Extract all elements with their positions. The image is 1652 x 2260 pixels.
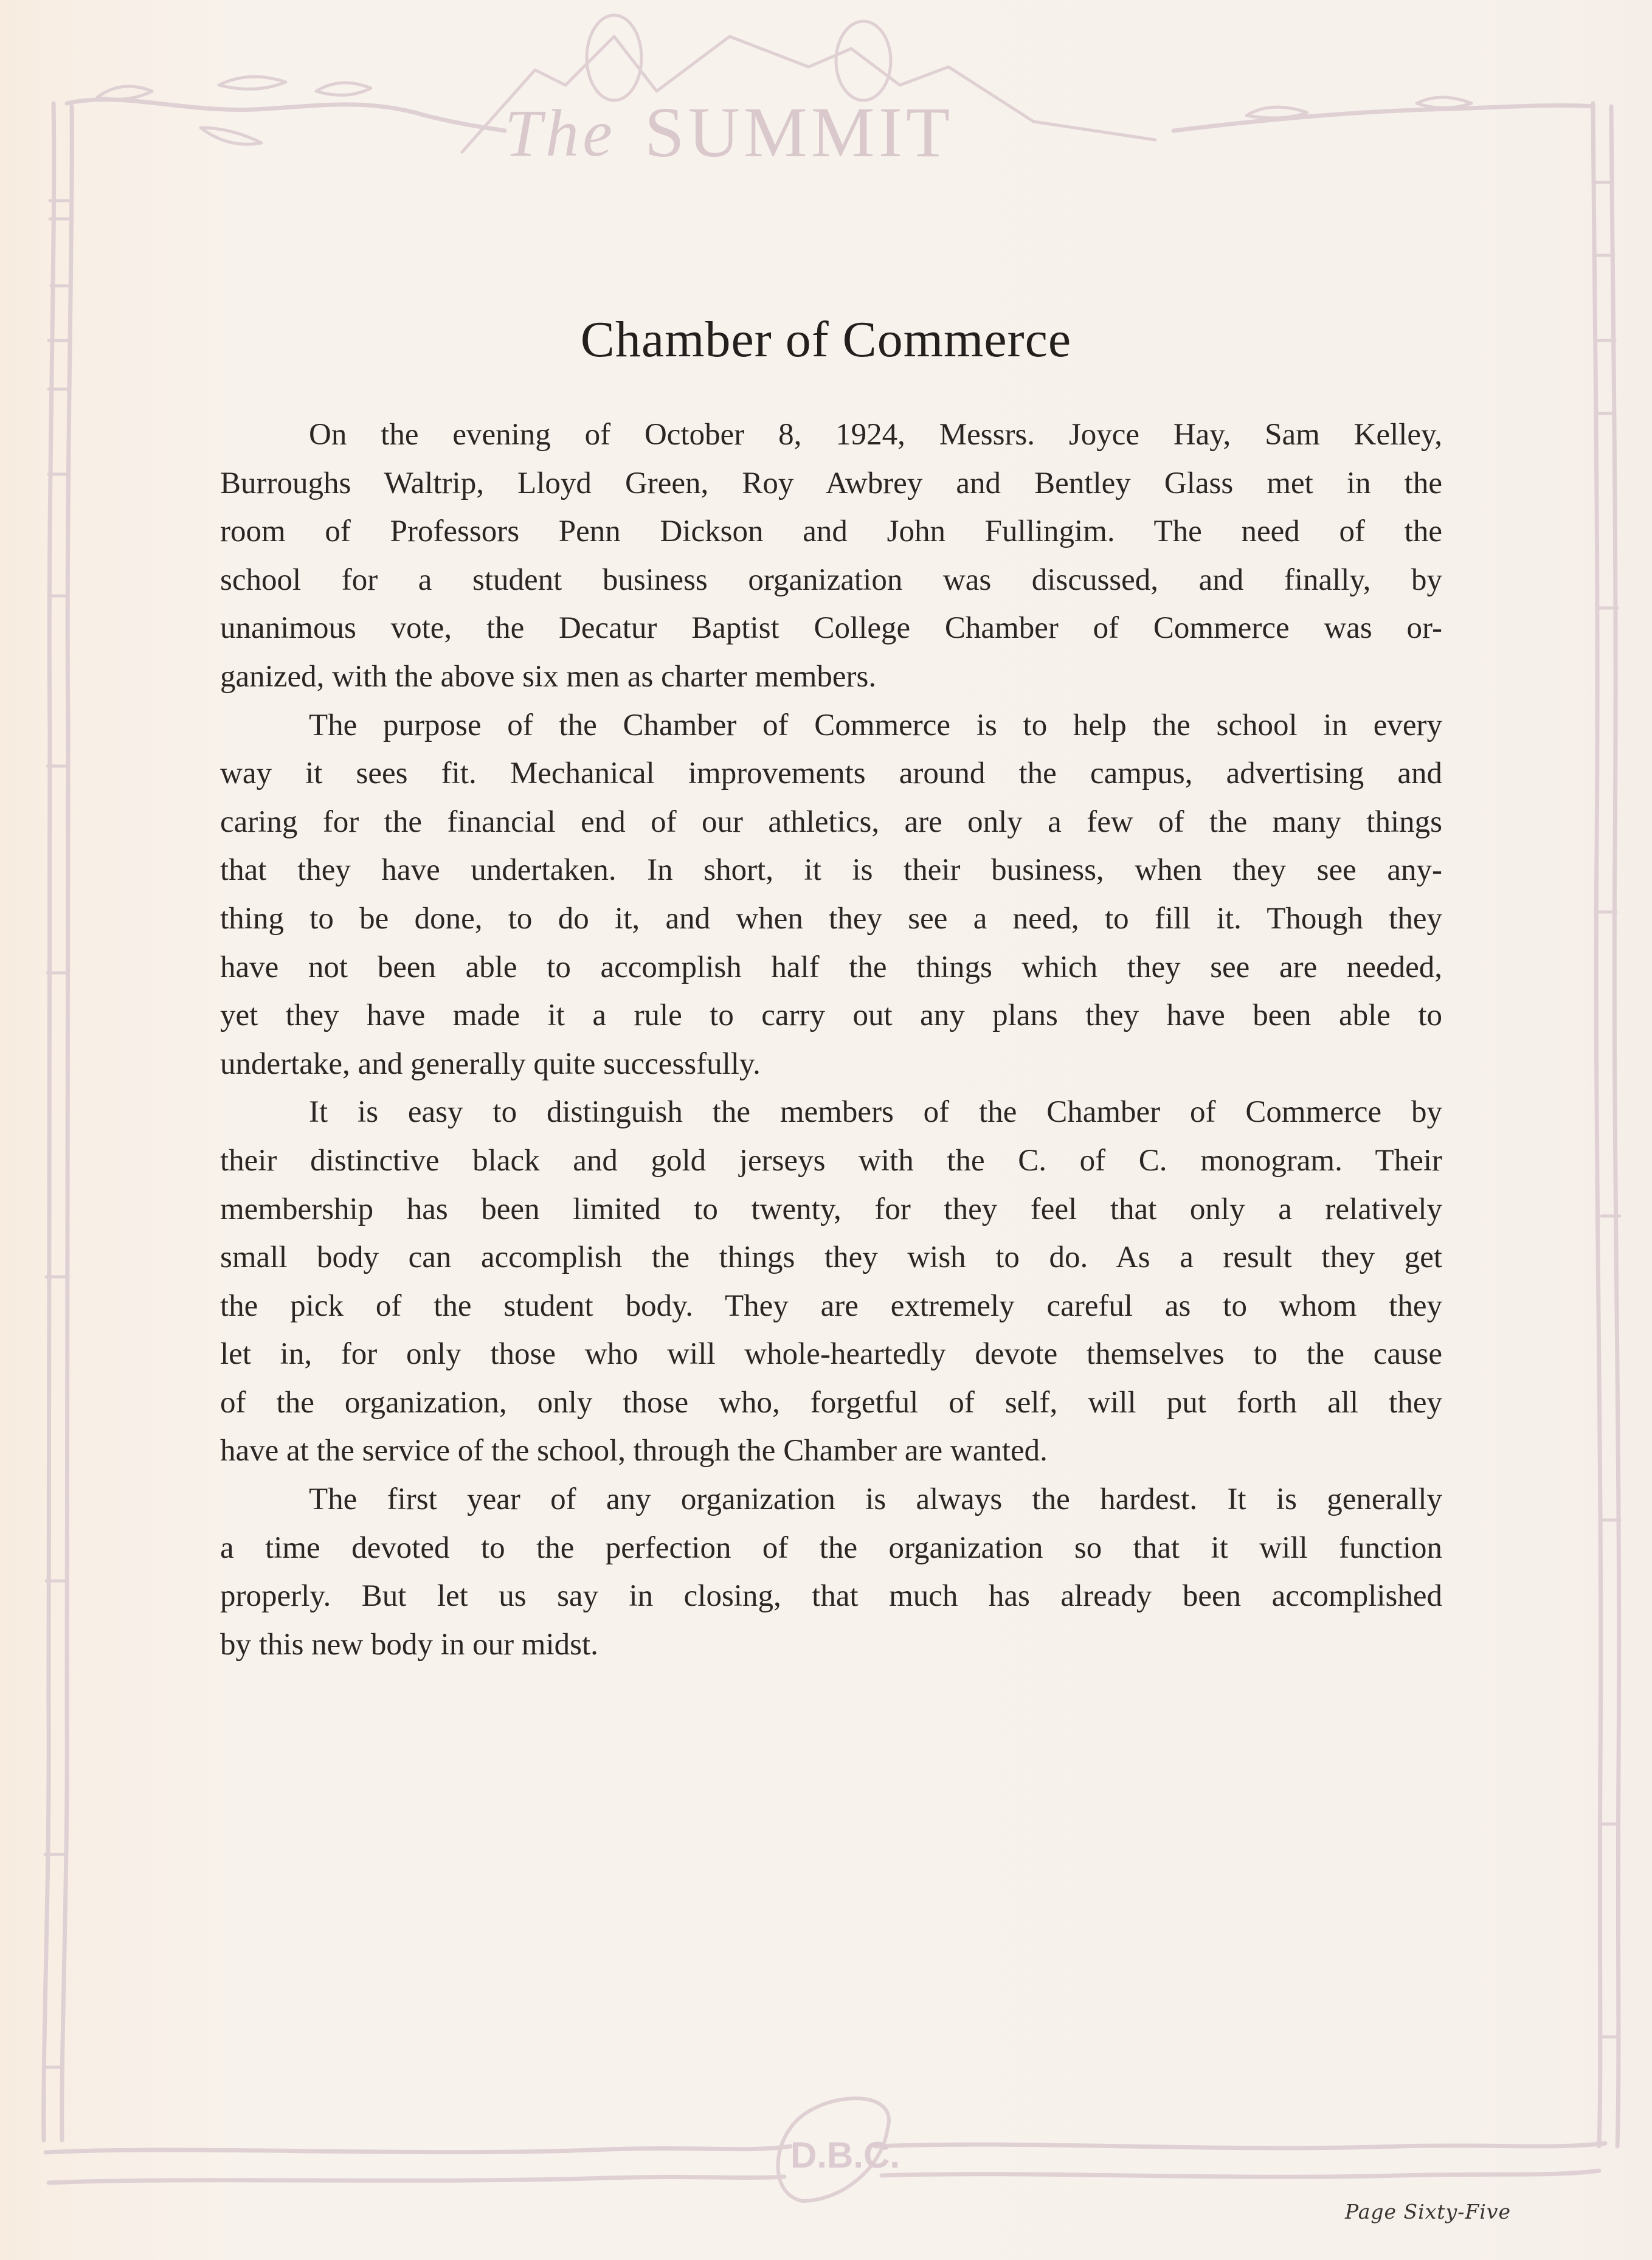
right-birch-trunk — [1593, 103, 1601, 2146]
masthead-summit: SUMMIT — [645, 92, 954, 172]
text-line: the pick of the student body. They are extremely careful as to whom they — [220, 1288, 1442, 1323]
paragraph — [220, 1088, 1442, 1476]
text-line: The first year of any organization is always the hardest. It is generally — [309, 1482, 1442, 1517]
text-line: membership has been limited to twenty, for they feel that only a relatively — [220, 1192, 1442, 1226]
page-title: Chamber of Commerce — [580, 311, 1072, 368]
text-line: of the organization, only those who, forgetful of self, will put forth all they — [220, 1385, 1442, 1420]
text-line: The purpose of the Chamber of Commerce is to help the school in every — [309, 708, 1442, 742]
text-line: way it sees fit. Mechanical improvements around the campus, advertising and — [220, 756, 1442, 791]
text-line: their distinctive black and gold jerseys with the C. of C. monogram. Their — [220, 1143, 1442, 1178]
paragraph — [220, 1476, 1442, 1669]
text-line: ganized, with the above six men as charter members. — [220, 659, 877, 694]
college-monogram: D.B.C. — [790, 2135, 900, 2175]
text-line: yet they have made it a rule to carry out any plans they have been able to — [220, 998, 1442, 1033]
text-line: by this new body in our midst. — [220, 1627, 598, 1662]
left-birch-trunk — [44, 103, 54, 2140]
text-line: unanimous vote, the Decatur Baptist College Chamber of Commerce was or- — [220, 611, 1442, 646]
text-line: have not been able to accomplish half the things which they see are needed, — [220, 950, 1442, 984]
text-line: a time devoted to the perfection of the organization so that it will function — [220, 1530, 1442, 1565]
text-line: have at the service of the school, through the Chamber are wanted. — [220, 1434, 1048, 1468]
text-line: On the evening of October 8, 1924, Messrs. Joyce Hay, Sam Kelley, — [309, 418, 1442, 452]
text-line: room of Professors Penn Dickson and John Fullingim. The need of the — [220, 514, 1442, 549]
masthead-the: The — [505, 96, 616, 170]
paragraph — [220, 411, 1442, 702]
paragraph — [220, 702, 1442, 1089]
text-line: It is easy to distinguish the members of the Chamber of Commerce by — [309, 1095, 1442, 1130]
bottom-branch — [46, 2146, 790, 2152]
text-line: school for a student business organization was discussed, and finally, by — [220, 562, 1442, 597]
yearbook-masthead — [505, 91, 1173, 172]
text-line: undertake, and generally quite successfully. — [220, 1046, 761, 1081]
text-line: small body can accomplish the things they wish to do. As a result they get — [220, 1240, 1442, 1275]
text-line: thing to be done, to do it, and when they see a need, to fill it. Though they — [220, 901, 1442, 936]
text-line: caring for the financial end of our athletics, are only a few of the many things — [220, 804, 1442, 839]
text-line: let in, for only those who will whole-heartedly devote themselves to the cause — [220, 1337, 1442, 1372]
top-vine — [67, 100, 505, 131]
text-line: that they have undertaken. In short, it is their business, when they see any- — [220, 853, 1442, 888]
page-number: Page Sixty-Five — [1345, 2200, 1511, 2224]
text-line: properly. But let us say in closing, that much has already been accomplished — [220, 1579, 1442, 1614]
text-line: Burroughs Waltrip, Lloyd Green, Roy Awbrey and Bentley Glass met in the — [220, 466, 1442, 500]
article-body — [220, 411, 1442, 1669]
